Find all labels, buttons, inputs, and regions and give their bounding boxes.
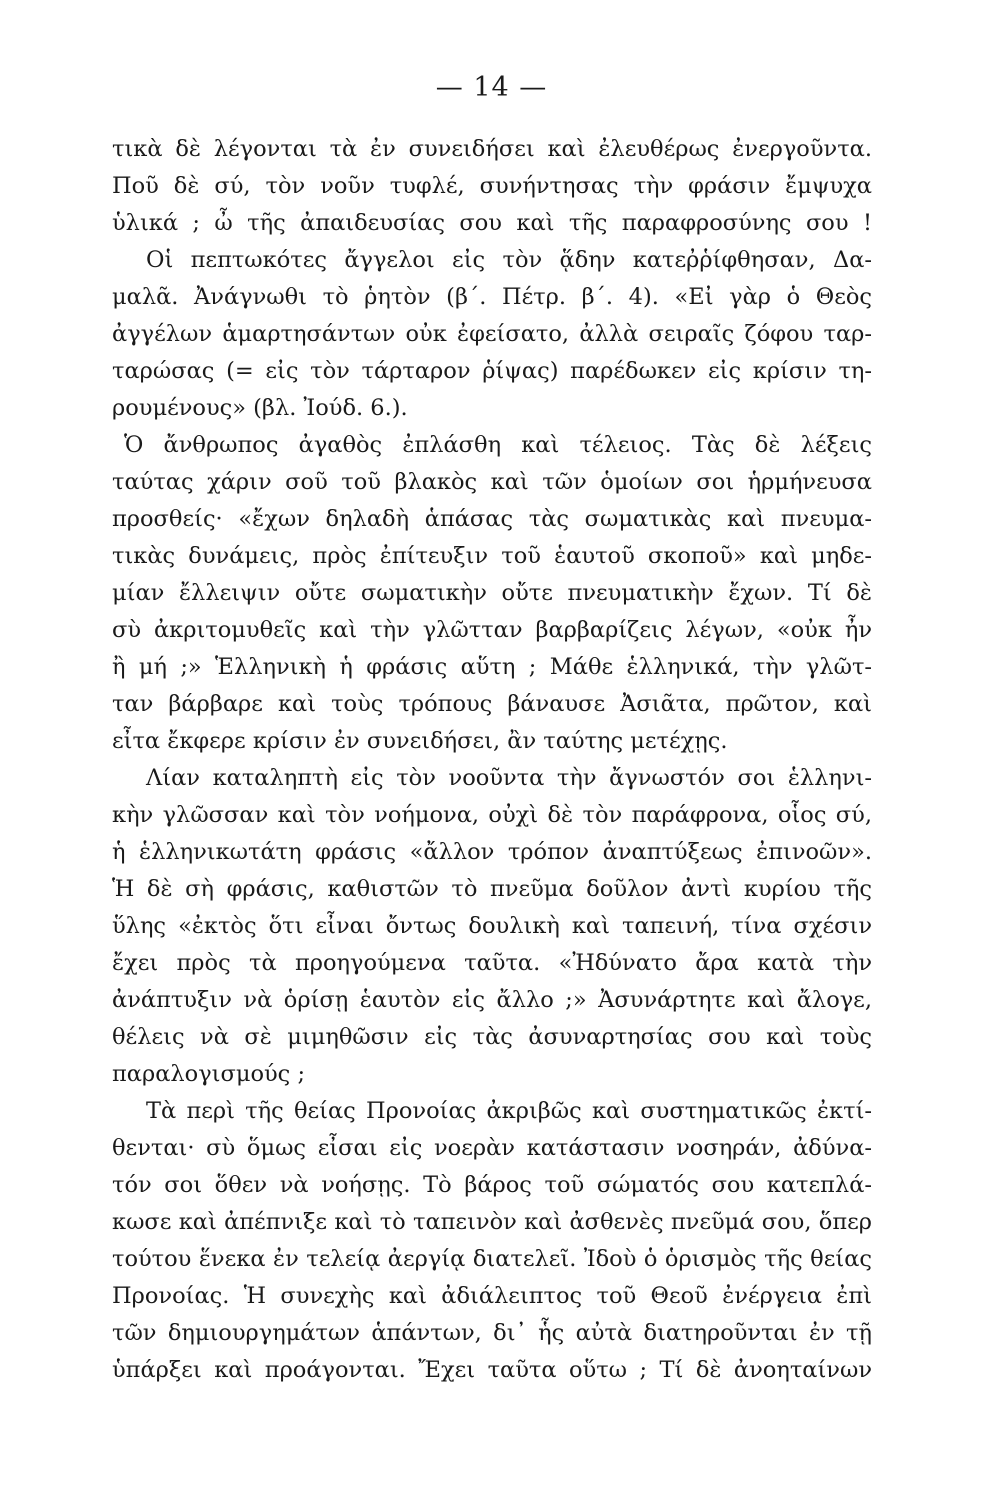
text-line: τούτου ἕνεκα ἐν τελείᾳ ἀεργίᾳ διατελεῖ. Ἰδοὺ ὁ ὁρισμὸς τῆς θείας <box>112 1246 872 1272</box>
text-line: ἀγγέλων ἁμαρτησάντων οὐκ ἐφείσατο, ἀλλὰ σειραῖς ζόφου ταρ- <box>112 321 872 347</box>
text-line: Λίαν καταληπτὴ εἰς τὸν νοοῦντα τὴν ἄγνωστόν σοι ἑλληνι- <box>146 765 872 791</box>
text-line: ἢ μή ;» Ἑλληνικὴ ἡ φράσις αὕτη ; Μάθε ἑλληνικά, τὴν γλῶτ- <box>112 654 872 680</box>
text-line: ταν βάρβαρε καὶ τοὺς τρόπους βάναυσε Ἀσιᾶτα, πρῶτον, καὶ <box>112 691 872 717</box>
text-line: ταρώσας (= εἰς τὸν τάρταρον ῥίψας) παρέδωκεν εἰς κρίσιν τη- <box>112 358 872 384</box>
page-number: — 14 — <box>435 72 548 103</box>
text-line: ταύτας χάριν σοῦ τοῦ βλακὸς καὶ τῶν ὁμοίων σοι ἡρμήνευσα <box>112 469 872 495</box>
text-line: Προνοίας. Ἡ συνεχὴς καὶ ἀδιάλειπτος τοῦ Θεοῦ ἐνέργεια ἐπὶ <box>112 1283 872 1309</box>
text-line: σὺ ἀκριτομυθεῖς καὶ τὴν γλῶτταν βαρβαρίζεις λέγων, «οὐκ ἦν <box>112 617 872 643</box>
text-line: τικὰ δὲ λέγονται τὰ ἐν συνειδήσει καὶ ἐλευθέρως ἐνεργοῦντα. <box>112 136 872 162</box>
text-line: Οἱ πεπτωκότες ἄγγελοι εἰς τὸν ᾅδην κατεῤῥίφθησαν, Δα- <box>146 247 872 273</box>
text-line: Ὁ ἄνθρωπος ἀγαθὸς ἐπλάσθη καὶ τέλειος. Τὰς δὲ λέξεις <box>124 432 872 458</box>
text-line: εἶτα ἔκφερε κρίσιν ἐν συνειδήσει, ἂν ταύτης μετέχῃς. <box>112 728 728 754</box>
text-line: θέλεις νὰ σὲ μιμηθῶσιν εἰς τὰς ἀσυναρτησίας σου καὶ τοὺς <box>112 1024 872 1050</box>
text-line: Ποῦ δὲ σύ, τὸν νοῦν τυφλέ, συνήντησας τὴν φράσιν ἔμψυχα <box>112 173 872 199</box>
text-line: ἔχει πρὸς τὰ προηγούμενα ταῦτα. «Ἠδύνατο ἄρα κατὰ τὴν <box>112 950 872 976</box>
text-line: προσθείς· «ἔχων δηλαδὴ ἁπάσας τὰς σωματικὰς καὶ πνευμα- <box>112 506 872 532</box>
text-line: ὑλικά ; ὦ τῆς ἀπαιδευσίας σου καὶ τῆς παραφροσύνης σου ! <box>112 210 872 236</box>
text-line: ἡ ἑλληνικωτάτη φράσις «ἄλλον τρόπον ἀναπτύξεως ἐπινοῶν». <box>112 839 872 865</box>
text-line: ἀνάπτυξιν νὰ ὁρίσῃ ἑαυτὸν εἰς ἄλλο ;» Ἀσυνάρτητε καὶ ἄλογε, <box>112 987 872 1013</box>
text-line: Ἡ δὲ σὴ φράσις, καθιστῶν τὸ πνεῦμα δοῦλον ἀντὶ κυρίου τῆς <box>112 876 872 902</box>
text-line: Τὰ περὶ τῆς θείας Προνοίας ἀκριβῶς καὶ συστηματικῶς ἐκτί- <box>146 1098 872 1124</box>
text-line: παραλογισμούς ; <box>112 1061 306 1087</box>
text-line: τόν σοι ὅθεν νὰ νοήσῃς. Τὸ βάρος τοῦ σώματός σου κατεπλά- <box>112 1172 872 1198</box>
text-line: τῶν δημιουργημάτων ἁπάντων, δι᾿ ἧς αὐτὰ διατηροῦνται ἐν τῇ <box>112 1320 872 1346</box>
text-line: μίαν ἔλλειψιν οὔτε σωματικὴν οὔτε πνευματικὴν ἔχων. Τί δὲ <box>112 580 872 606</box>
text-line: τικὰς δυνάμεις, πρὸς ἐπίτευξιν τοῦ ἑαυτοῦ σκοποῦ» καὶ μηδε- <box>112 543 872 569</box>
body-text <box>112 131 872 1389</box>
text-line: κωσε καὶ ἀπέπνιξε καὶ τὸ ταπεινὸν καὶ ἀσθενὲς πνεῦμά σου, ὅπερ <box>112 1209 872 1235</box>
text-line: ὕλης «ἐκτὸς ὅτι εἶναι ὄντως δουλικὴ καὶ ταπεινή, τίνα σχέσιν <box>112 913 872 939</box>
text-line: ὑπάρξει καὶ προάγονται. Ἔχει ταῦτα οὕτω ; Τί δὲ ἀνοηταίνων <box>112 1357 872 1383</box>
text-line: ρουμένους» (βλ. Ἰούδ. 6.). <box>112 395 408 421</box>
text-line: κὴν γλῶσσαν καὶ τὸν νοήμονα, οὐχὶ δὲ τὸν παράφρονα, οἷος σύ, <box>112 802 872 828</box>
text-line: θενται· σὺ ὅμως εἶσαι εἰς νοερὰν κατάστασιν νοσηράν, ἀδύνα- <box>112 1135 872 1161</box>
text-line: μαλᾶ. Ἀνάγνωθι τὸ ῥητὸν (β΄. Πέτρ. β΄. 4). «Εἰ γὰρ ὁ Θεὸς <box>112 284 872 310</box>
